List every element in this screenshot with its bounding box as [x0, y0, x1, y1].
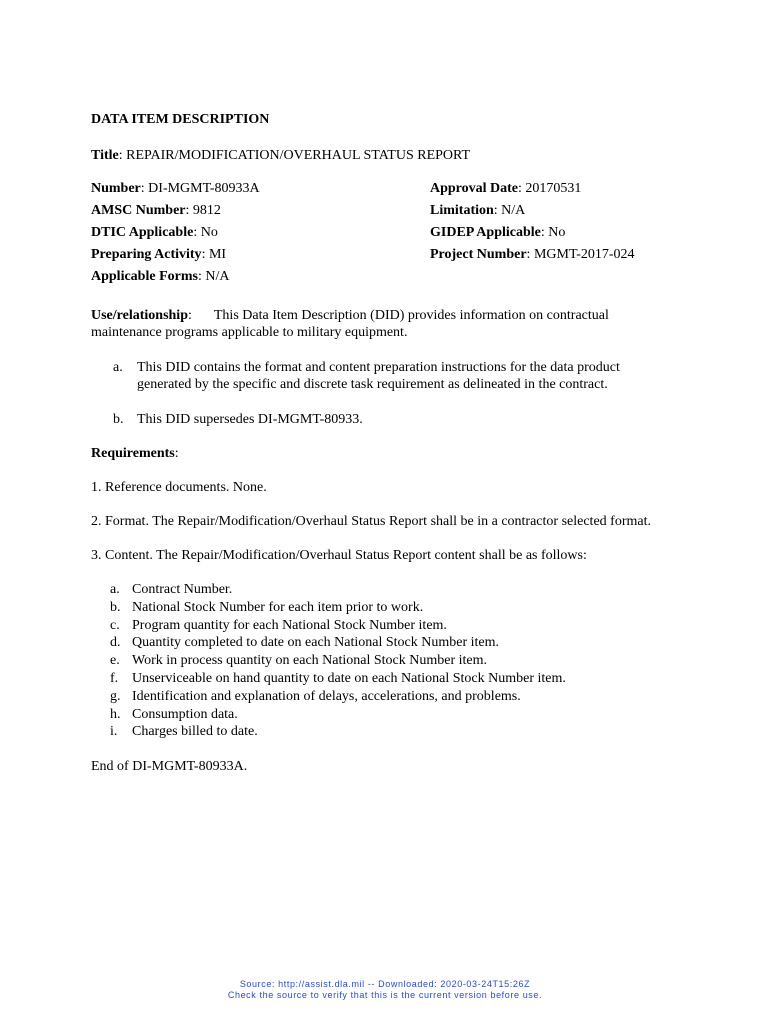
- list-item: [110, 706, 671, 724]
- use-relationship-paragraph: Use/relationship: This Data Item Description (DID) provides information on contractual maintenance programs applicable to military equipment.: [91, 308, 609, 340]
- list-item-marker: e.: [110, 653, 120, 669]
- document-body: [91, 111, 671, 775]
- meta-project-value: MGMT-2017-024: [533, 247, 635, 262]
- content-list: [91, 581, 671, 741]
- list-item-marker: g.: [110, 688, 121, 704]
- meta-forms-label: Applicable Forms: [91, 269, 198, 284]
- metadata-right-column: [430, 180, 635, 268]
- meta-gidep-value: No: [548, 225, 566, 240]
- list-item-marker: i.: [110, 724, 118, 740]
- title-line: Title: REPAIR/MODIFICATION/OVERHAUL STATUS REPORT: [91, 148, 471, 163]
- meta-gidep-applicable: GIDEP Applicable: No: [430, 225, 566, 240]
- meta-approval-label: Approval Date: [430, 181, 519, 196]
- list-item-text: Consumption data.: [132, 706, 238, 722]
- list-item: [110, 652, 671, 670]
- list-item-text: Quantity completed to date on each National Stock Number item.: [132, 635, 500, 651]
- list-item-text: Charges billed to date.: [132, 724, 258, 740]
- list-item-marker: b.: [113, 412, 124, 427]
- meta-preparing-label: Preparing Activity: [91, 247, 202, 262]
- list-item: [110, 634, 671, 652]
- meta-limitation-label: Limitation: [430, 203, 494, 218]
- list-item-marker: c.: [110, 617, 120, 633]
- meta-approval-date: Approval Date: 20170531: [430, 181, 582, 196]
- requirements-heading: Requirements:: [91, 446, 179, 461]
- meta-gidep-label: GIDEP Applicable: [430, 225, 541, 240]
- list-item-text: Unserviceable on hand quantity to date on each National Stock Number item.: [132, 670, 566, 686]
- meta-number-label: Number: [91, 181, 141, 196]
- list-item: [113, 359, 671, 393]
- use-relationship-label: Use/relationship: [91, 308, 188, 323]
- list-item: [110, 599, 671, 617]
- document-heading: DATA ITEM DESCRIPTION: [91, 112, 270, 127]
- meta-forms-value: N/A: [205, 269, 230, 284]
- list-item-text: Work in process quantity on each National Stock Number item.: [132, 653, 488, 669]
- footer-check-line: Check the source to verify that this is the current version before use.: [227, 990, 543, 1000]
- list-item-marker: b.: [110, 599, 121, 615]
- end-of-document: End of DI-MGMT-80933A.: [91, 759, 248, 775]
- use-relationship-text: This Data Item Description (DID) provides information on contractual maintenance programs applicable to military equipment.: [91, 308, 609, 340]
- meta-preparing-activity: Preparing Activity: MI: [91, 247, 227, 262]
- requirements-label: Requirements: [91, 446, 175, 461]
- list-item-text: Contract Number.: [132, 582, 233, 597]
- meta-amsc-number: AMSC Number: 9812: [91, 203, 221, 218]
- meta-dtic-label: DTIC Applicable: [91, 225, 194, 240]
- list-item-text: This DID supersedes DI-MGMT-80933.: [137, 412, 363, 427]
- meta-project-number: Project Number: MGMT-2017-024: [430, 247, 635, 262]
- requirement-reference-documents: 1. Reference documents. None.: [91, 480, 267, 495]
- list-item: [110, 688, 671, 706]
- meta-dtic-applicable: DTIC Applicable: No: [91, 225, 218, 240]
- list-item-text: Program quantity for each National Stock Number item.: [132, 617, 447, 633]
- list-item-text: National Stock Number for each item prior to work.: [132, 599, 424, 615]
- list-item-text: This DID contains the format and content preparation instructions for the data product generated by the specific and discrete task requirement as delineated in the contract.: [137, 360, 620, 392]
- list-item-text: Identification and explanation of delays, accelerations, and problems.: [132, 688, 521, 704]
- list-item-marker: d.: [110, 635, 121, 651]
- list-item: [110, 617, 671, 635]
- page-footer: [0, 979, 770, 1001]
- meta-project-label: Project Number: [430, 247, 527, 262]
- meta-dtic-value: No: [200, 225, 218, 240]
- use-relationship-list: [91, 359, 671, 428]
- meta-limitation-value: N/A: [501, 203, 526, 218]
- meta-preparing-value: MI: [208, 247, 227, 262]
- list-item: [113, 411, 671, 428]
- list-item-marker: f.: [110, 670, 119, 686]
- metadata-block: [91, 180, 671, 290]
- list-item-marker: h.: [110, 706, 121, 722]
- requirement-format: 2. Format. The Repair/Modification/Overhaul Status Report shall be in a contractor selected format.: [91, 514, 651, 529]
- list-item: [110, 581, 671, 599]
- list-item: [110, 670, 671, 688]
- meta-amsc-label: AMSC Number: [91, 203, 186, 218]
- list-item: [110, 723, 671, 741]
- requirement-content: 3. Content. The Repair/Modification/Overhaul Status Report content shall be as follows:: [91, 548, 587, 563]
- list-item-marker: a.: [110, 582, 120, 597]
- meta-number-value: DI-MGMT-80933A: [148, 181, 260, 196]
- title-label: Title: [91, 148, 119, 163]
- footer-source-line: Source: http://assist.dla.mil -- Downloaded: 2020-03-24T15:26Z: [239, 979, 531, 989]
- meta-amsc-value: 9812: [192, 203, 221, 218]
- list-item-marker: a.: [113, 360, 123, 375]
- title-value: REPAIR/MODIFICATION/OVERHAUL STATUS REPORT: [126, 148, 471, 163]
- meta-number: Number: DI-MGMT-80933A: [91, 181, 260, 196]
- meta-approval-value: 20170531: [525, 181, 582, 196]
- meta-applicable-forms: Applicable Forms: N/A: [91, 269, 230, 284]
- metadata-left-column: [91, 180, 260, 290]
- meta-limitation: Limitation: N/A: [430, 203, 526, 218]
